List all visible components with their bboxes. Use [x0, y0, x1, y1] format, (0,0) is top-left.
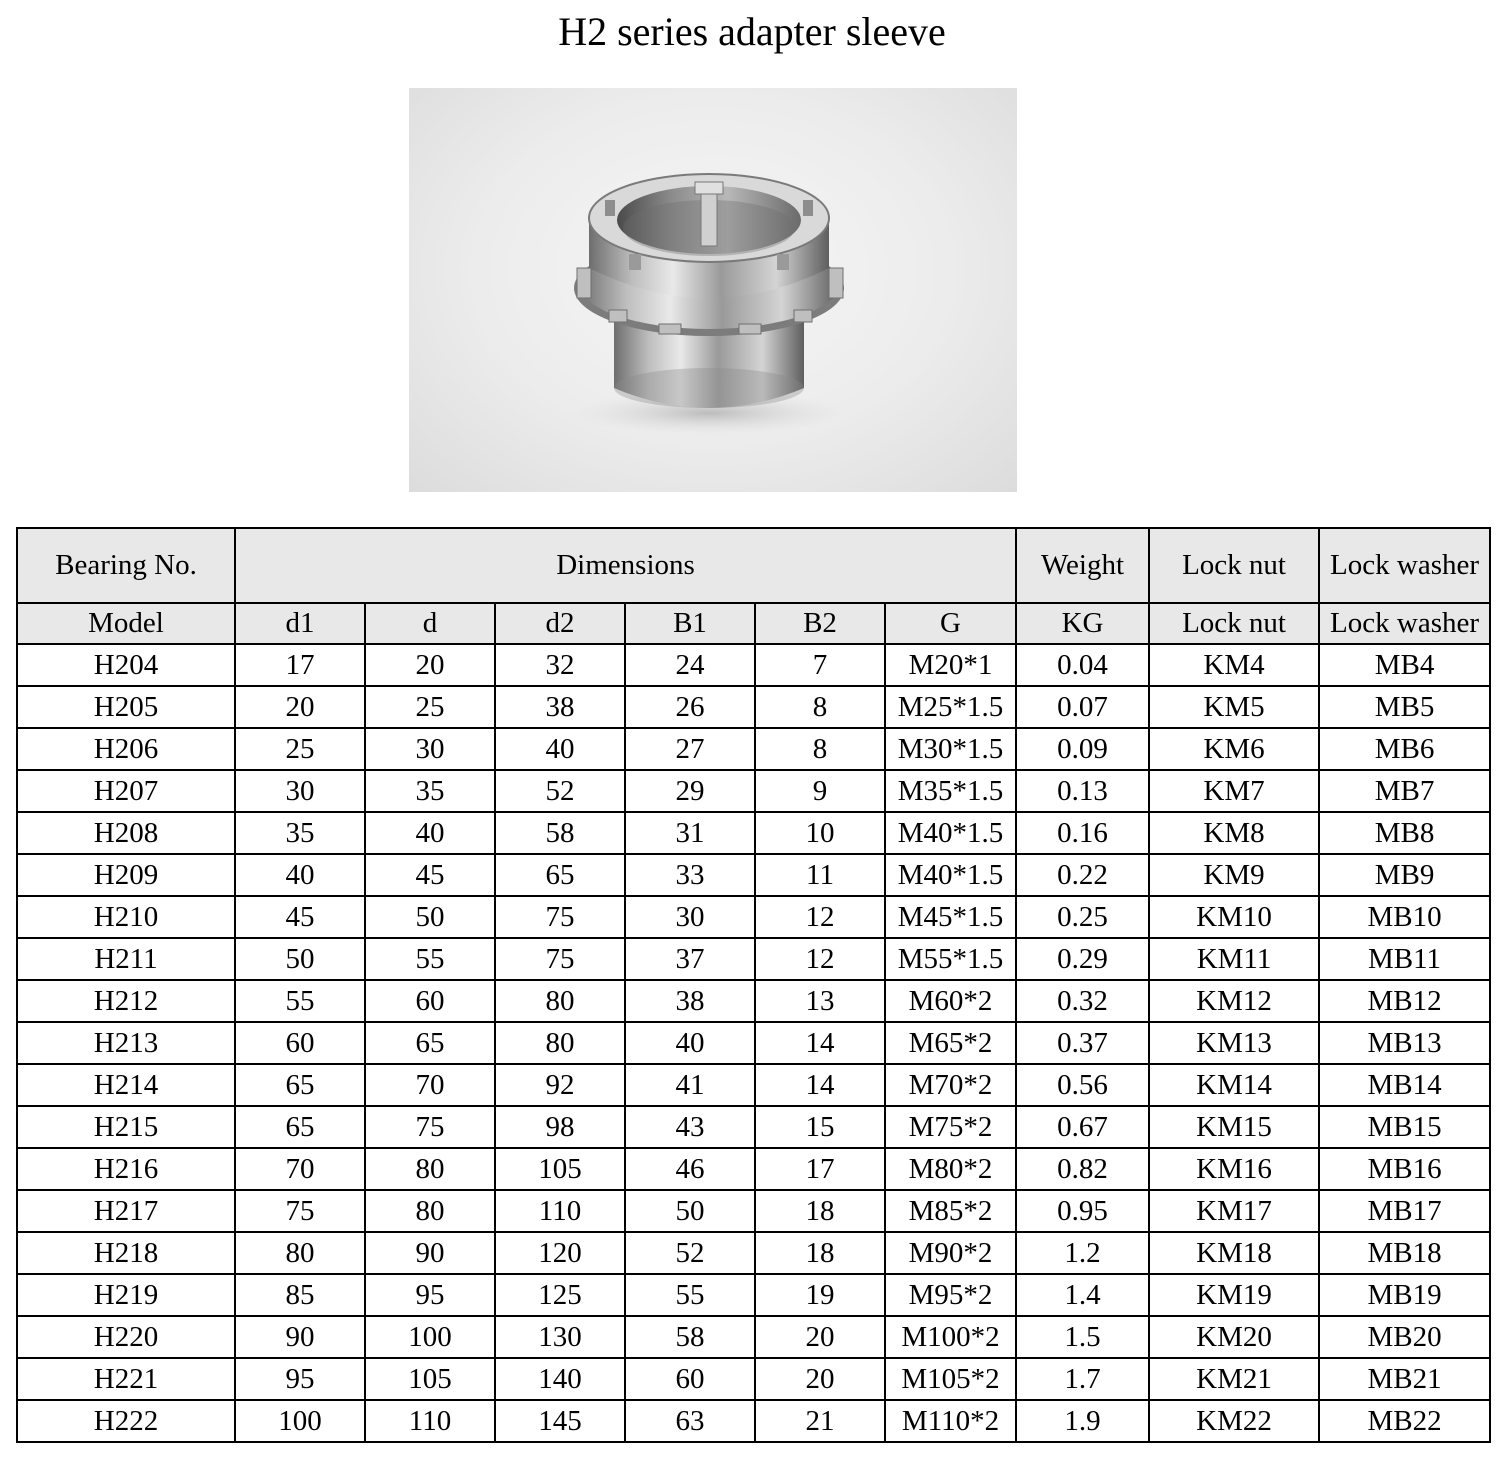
- cell-lock-nut: KM21: [1149, 1358, 1319, 1400]
- cell-kg: 0.29: [1016, 938, 1149, 980]
- cell-lock-washer: MB19: [1319, 1274, 1490, 1316]
- cell-g: M95*2: [885, 1274, 1016, 1316]
- cell-d: 80: [365, 1190, 495, 1232]
- cell-d1: 17: [235, 644, 365, 686]
- cell-kg: 0.56: [1016, 1064, 1149, 1106]
- cell-kg: 0.04: [1016, 644, 1149, 686]
- cell-model: H208: [17, 812, 235, 854]
- cell-d: 25: [365, 686, 495, 728]
- col-header-model: Model: [17, 603, 235, 644]
- cell-kg: 0.22: [1016, 854, 1149, 896]
- cell-model: H219: [17, 1274, 235, 1316]
- cell-b2: 8: [755, 686, 885, 728]
- cell-d1: 40: [235, 854, 365, 896]
- cell-lock-washer: MB11: [1319, 938, 1490, 980]
- cell-d1: 50: [235, 938, 365, 980]
- cell-lock-nut: KM15: [1149, 1106, 1319, 1148]
- cell-b1: 33: [625, 854, 755, 896]
- cell-g: M65*2: [885, 1022, 1016, 1064]
- cell-d1: 75: [235, 1190, 365, 1232]
- cell-model: H210: [17, 896, 235, 938]
- cell-lock-nut: KM11: [1149, 938, 1319, 980]
- cell-b1: 52: [625, 1232, 755, 1274]
- col-header-lock-washer: Lock washer: [1319, 603, 1490, 644]
- cell-lock-nut: KM10: [1149, 896, 1319, 938]
- cell-d2: 120: [495, 1232, 625, 1274]
- cell-d: 60: [365, 980, 495, 1022]
- cell-d: 30: [365, 728, 495, 770]
- header-dimensions: Dimensions: [235, 528, 1016, 603]
- cell-d1: 60: [235, 1022, 365, 1064]
- cell-d: 45: [365, 854, 495, 896]
- cell-b1: 60: [625, 1358, 755, 1400]
- cell-kg: 1.4: [1016, 1274, 1149, 1316]
- table-row: [17, 1274, 1490, 1316]
- cell-b1: 30: [625, 896, 755, 938]
- table-body: [17, 644, 1490, 1442]
- table-row: [17, 1148, 1490, 1190]
- cell-b2: 21: [755, 1400, 885, 1442]
- cell-kg: 1.5: [1016, 1316, 1149, 1358]
- cell-g: M45*1.5: [885, 896, 1016, 938]
- col-header-b2: B2: [755, 603, 885, 644]
- cell-d2: 80: [495, 980, 625, 1022]
- cell-lock-washer: MB8: [1319, 812, 1490, 854]
- cell-d2: 40: [495, 728, 625, 770]
- cell-model: H215: [17, 1106, 235, 1148]
- cell-d2: 110: [495, 1190, 625, 1232]
- cell-b1: 43: [625, 1106, 755, 1148]
- cell-d2: 130: [495, 1316, 625, 1358]
- cell-lock-washer: MB16: [1319, 1148, 1490, 1190]
- cell-b1: 40: [625, 1022, 755, 1064]
- cell-d: 70: [365, 1064, 495, 1106]
- column-header-row: [17, 603, 1490, 644]
- cell-b1: 37: [625, 938, 755, 980]
- cell-b2: 13: [755, 980, 885, 1022]
- cell-model: H222: [17, 1400, 235, 1442]
- cell-lock-washer: MB6: [1319, 728, 1490, 770]
- cell-model: H204: [17, 644, 235, 686]
- cell-d2: 75: [495, 896, 625, 938]
- cell-lock-nut: KM7: [1149, 770, 1319, 812]
- adapter-sleeve-illustration: [409, 88, 1017, 492]
- cell-d: 35: [365, 770, 495, 812]
- cell-b1: 26: [625, 686, 755, 728]
- cell-d2: 52: [495, 770, 625, 812]
- cell-d: 90: [365, 1232, 495, 1274]
- cell-b1: 58: [625, 1316, 755, 1358]
- cell-b1: 41: [625, 1064, 755, 1106]
- cell-g: M60*2: [885, 980, 1016, 1022]
- cell-model: H220: [17, 1316, 235, 1358]
- cell-d2: 145: [495, 1400, 625, 1442]
- header-bearing-no: Bearing No.: [17, 528, 235, 603]
- cell-lock-nut: KM9: [1149, 854, 1319, 896]
- cell-b2: 14: [755, 1064, 885, 1106]
- header-lock-nut: Lock nut: [1149, 528, 1319, 603]
- cell-kg: 0.25: [1016, 896, 1149, 938]
- cell-d: 105: [365, 1358, 495, 1400]
- cell-d1: 25: [235, 728, 365, 770]
- cell-kg: 0.82: [1016, 1148, 1149, 1190]
- table-row: [17, 1316, 1490, 1358]
- cell-b2: 7: [755, 644, 885, 686]
- cell-lock-nut: KM22: [1149, 1400, 1319, 1442]
- cell-lock-washer: MB10: [1319, 896, 1490, 938]
- cell-model: H221: [17, 1358, 235, 1400]
- cell-lock-nut: KM17: [1149, 1190, 1319, 1232]
- cell-b1: 24: [625, 644, 755, 686]
- cell-kg: 1.2: [1016, 1232, 1149, 1274]
- cell-g: M40*1.5: [885, 812, 1016, 854]
- cell-g: M85*2: [885, 1190, 1016, 1232]
- cell-g: M90*2: [885, 1232, 1016, 1274]
- cell-lock-nut: KM14: [1149, 1064, 1319, 1106]
- cell-lock-washer: MB17: [1319, 1190, 1490, 1232]
- cell-model: H217: [17, 1190, 235, 1232]
- cell-d2: 140: [495, 1358, 625, 1400]
- table-row: [17, 854, 1490, 896]
- cell-d2: 105: [495, 1148, 625, 1190]
- cell-g: M75*2: [885, 1106, 1016, 1148]
- table-row: [17, 1232, 1490, 1274]
- cell-d1: 100: [235, 1400, 365, 1442]
- cell-g: M105*2: [885, 1358, 1016, 1400]
- cell-b2: 14: [755, 1022, 885, 1064]
- cell-d2: 38: [495, 686, 625, 728]
- cell-d: 80: [365, 1148, 495, 1190]
- cell-lock-nut: KM12: [1149, 980, 1319, 1022]
- table-row: [17, 980, 1490, 1022]
- product-photo: [409, 88, 1017, 492]
- cell-g: M100*2: [885, 1316, 1016, 1358]
- cell-lock-nut: KM6: [1149, 728, 1319, 770]
- cell-model: H206: [17, 728, 235, 770]
- col-header-lock-nut: Lock nut: [1149, 603, 1319, 644]
- cell-b2: 9: [755, 770, 885, 812]
- cell-g: M110*2: [885, 1400, 1016, 1442]
- cell-d2: 32: [495, 644, 625, 686]
- cell-lock-washer: MB4: [1319, 644, 1490, 686]
- cell-kg: 0.16: [1016, 812, 1149, 854]
- cell-d2: 80: [495, 1022, 625, 1064]
- cell-d: 75: [365, 1106, 495, 1148]
- cell-lock-washer: MB22: [1319, 1400, 1490, 1442]
- cell-lock-nut: KM18: [1149, 1232, 1319, 1274]
- cell-b1: 38: [625, 980, 755, 1022]
- cell-lock-washer: MB14: [1319, 1064, 1490, 1106]
- cell-d1: 85: [235, 1274, 365, 1316]
- table-row: [17, 770, 1490, 812]
- cell-b2: 18: [755, 1190, 885, 1232]
- cell-b2: 11: [755, 854, 885, 896]
- table-row: [17, 1064, 1490, 1106]
- cell-lock-nut: KM4: [1149, 644, 1319, 686]
- cell-b1: 50: [625, 1190, 755, 1232]
- cell-b2: 12: [755, 896, 885, 938]
- cell-kg: 1.7: [1016, 1358, 1149, 1400]
- table-row: [17, 644, 1490, 686]
- cell-d2: 125: [495, 1274, 625, 1316]
- cell-lock-nut: KM8: [1149, 812, 1319, 854]
- cell-model: H218: [17, 1232, 235, 1274]
- cell-d: 20: [365, 644, 495, 686]
- col-header-d1: d1: [235, 603, 365, 644]
- header-weight: Weight: [1016, 528, 1149, 603]
- cell-lock-washer: MB15: [1319, 1106, 1490, 1148]
- cell-b1: 27: [625, 728, 755, 770]
- cell-d2: 58: [495, 812, 625, 854]
- cell-lock-nut: KM16: [1149, 1148, 1319, 1190]
- cell-d1: 55: [235, 980, 365, 1022]
- cell-lock-washer: MB7: [1319, 770, 1490, 812]
- cell-d2: 98: [495, 1106, 625, 1148]
- col-header-d2: d2: [495, 603, 625, 644]
- cell-g: M70*2: [885, 1064, 1016, 1106]
- col-header-b1: B1: [625, 603, 755, 644]
- cell-d2: 92: [495, 1064, 625, 1106]
- cell-kg: 0.07: [1016, 686, 1149, 728]
- cell-kg: 0.09: [1016, 728, 1149, 770]
- cell-lock-washer: MB20: [1319, 1316, 1490, 1358]
- cell-d1: 45: [235, 896, 365, 938]
- cell-kg: 0.13: [1016, 770, 1149, 812]
- cell-b1: 29: [625, 770, 755, 812]
- cell-model: H212: [17, 980, 235, 1022]
- cell-g: M25*1.5: [885, 686, 1016, 728]
- spec-table: [16, 527, 1491, 1443]
- cell-d1: 65: [235, 1106, 365, 1148]
- cell-g: M20*1: [885, 644, 1016, 686]
- cell-kg: 0.37: [1016, 1022, 1149, 1064]
- cell-lock-washer: MB9: [1319, 854, 1490, 896]
- cell-d: 55: [365, 938, 495, 980]
- cell-b2: 20: [755, 1316, 885, 1358]
- cell-b1: 55: [625, 1274, 755, 1316]
- cell-g: M80*2: [885, 1148, 1016, 1190]
- cell-model: H214: [17, 1064, 235, 1106]
- cell-d: 110: [365, 1400, 495, 1442]
- cell-d2: 65: [495, 854, 625, 896]
- table-row: [17, 1190, 1490, 1232]
- cell-d1: 80: [235, 1232, 365, 1274]
- cell-lock-washer: MB13: [1319, 1022, 1490, 1064]
- cell-kg: 0.32: [1016, 980, 1149, 1022]
- cell-g: M55*1.5: [885, 938, 1016, 980]
- cell-g: M35*1.5: [885, 770, 1016, 812]
- col-header-kg: KG: [1016, 603, 1149, 644]
- table-row: [17, 1106, 1490, 1148]
- cell-d2: 75: [495, 938, 625, 980]
- cell-g: M40*1.5: [885, 854, 1016, 896]
- cell-lock-nut: KM13: [1149, 1022, 1319, 1064]
- cell-d1: 35: [235, 812, 365, 854]
- cell-lock-washer: MB12: [1319, 980, 1490, 1022]
- table-row: [17, 686, 1490, 728]
- cell-model: H213: [17, 1022, 235, 1064]
- cell-model: H207: [17, 770, 235, 812]
- table-row: [17, 938, 1490, 980]
- col-header-g: G: [885, 603, 1016, 644]
- cell-d: 95: [365, 1274, 495, 1316]
- cell-kg: 0.67: [1016, 1106, 1149, 1148]
- cell-kg: 1.9: [1016, 1400, 1149, 1442]
- cell-lock-washer: MB5: [1319, 686, 1490, 728]
- table-row: [17, 728, 1490, 770]
- cell-lock-washer: MB21: [1319, 1358, 1490, 1400]
- cell-d1: 20: [235, 686, 365, 728]
- page-title: H2 series adapter sleeve: [558, 9, 946, 54]
- table-row: [17, 812, 1490, 854]
- cell-b2: 19: [755, 1274, 885, 1316]
- col-header-d: d: [365, 603, 495, 644]
- cell-d: 100: [365, 1316, 495, 1358]
- cell-d1: 65: [235, 1064, 365, 1106]
- cell-d: 65: [365, 1022, 495, 1064]
- cell-b2: 17: [755, 1148, 885, 1190]
- table-row: [17, 1400, 1490, 1442]
- cell-kg: 0.95: [1016, 1190, 1149, 1232]
- cell-d: 50: [365, 896, 495, 938]
- cell-d1: 95: [235, 1358, 365, 1400]
- cell-b1: 46: [625, 1148, 755, 1190]
- cell-lock-washer: MB18: [1319, 1232, 1490, 1274]
- cell-lock-nut: KM20: [1149, 1316, 1319, 1358]
- cell-b2: 10: [755, 812, 885, 854]
- cell-b2: 8: [755, 728, 885, 770]
- cell-b2: 12: [755, 938, 885, 980]
- table-row: [17, 1358, 1490, 1400]
- table-row: [17, 896, 1490, 938]
- cell-model: H209: [17, 854, 235, 896]
- cell-model: H216: [17, 1148, 235, 1190]
- cell-b2: 15: [755, 1106, 885, 1148]
- cell-model: H205: [17, 686, 235, 728]
- cell-d1: 90: [235, 1316, 365, 1358]
- cell-b2: 20: [755, 1358, 885, 1400]
- cell-lock-nut: KM19: [1149, 1274, 1319, 1316]
- table-row: [17, 1022, 1490, 1064]
- group-header-row: [17, 528, 1490, 603]
- cell-b1: 31: [625, 812, 755, 854]
- cell-model: H211: [17, 938, 235, 980]
- header-lock-washer: Lock washer: [1319, 528, 1490, 603]
- cell-g: M30*1.5: [885, 728, 1016, 770]
- cell-b2: 18: [755, 1232, 885, 1274]
- cell-d1: 70: [235, 1148, 365, 1190]
- cell-b1: 63: [625, 1400, 755, 1442]
- cell-lock-nut: KM5: [1149, 686, 1319, 728]
- cell-d1: 30: [235, 770, 365, 812]
- cell-d: 40: [365, 812, 495, 854]
